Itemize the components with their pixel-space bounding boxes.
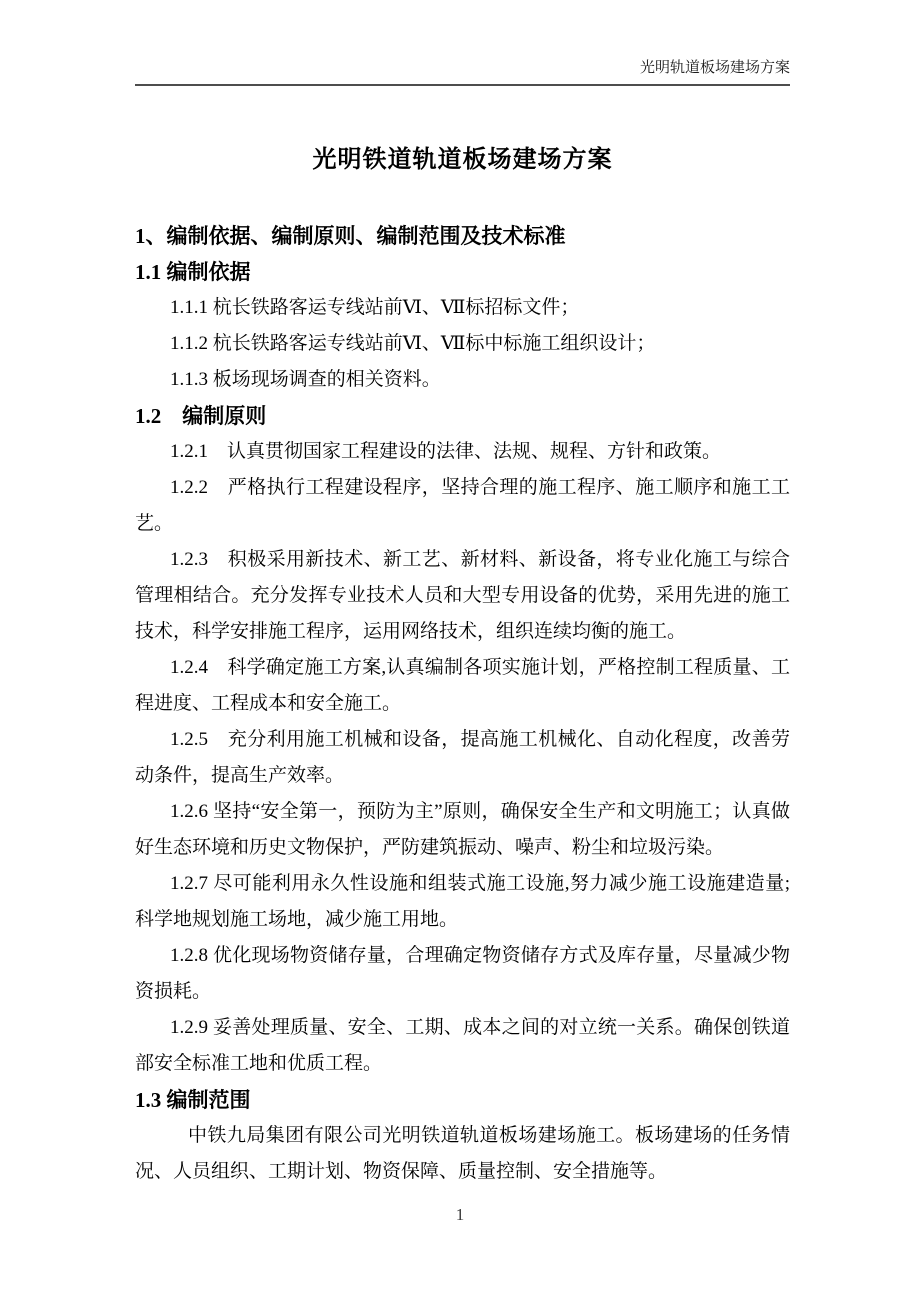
header-title-text: 光明轨道板场建场方案 <box>639 60 790 76</box>
paragraph: 1.2.8 优化现场物资储存量，合理确定物资储存方式及库存量，尽量减少物资损耗。 <box>135 945 790 1002</box>
paragraph: 1.2.5 充分利用施工机械和设备，提高施工机械化、自动化程度，改善劳动条件，提高生产效率。 <box>135 729 790 786</box>
paragraph: 1.2.3 积极采用新技术、新工艺、新材料、新设备，将专业化施工与综合管理相结合。充分发挥专业技术人员和大型专用设备的优势，采用先进的施工技术，科学安排施工程序，运用网络技术，组织连续均衡的施工。 <box>135 549 790 642</box>
paragraph: 1.1.3 板场现场调查的相关资料。 <box>170 369 441 390</box>
paragraph: 1.1.1 杭长铁路客运专线站前Ⅵ、Ⅶ标招标文件； <box>170 297 580 318</box>
page-number: 1 <box>455 1205 465 1224</box>
section-heading: 1、编制依据、编制原则、编制范围及技术标准 <box>135 224 566 248</box>
paragraph: 1.2.9 妥善处理质量、安全、工期、成本之间的对立统一关系。确保创铁道部安全标准工地和优质工程。 <box>135 1017 790 1074</box>
page-header <box>135 59 790 86</box>
subsection-heading: 1.2 编制原则 <box>135 404 267 428</box>
document-title: 光明铁道轨道板场建场方案 <box>312 147 613 173</box>
subsection-heading: 1.1 编制依据 <box>135 260 251 284</box>
paragraph: 中铁九局集团有限公司光明铁道轨道板场建场施工。板场建场的任务情况、人员组织、工期计划、物资保障、质量控制、安全措施等。 <box>135 1125 790 1182</box>
paragraph: 1.2.4 科学确定施工方案,认真编制各项实施计划，严格控制工程质量、工程进度、工程成本和安全施工。 <box>135 657 790 714</box>
paragraph: 1.2.7 尽可能利用永久性设施和组装式施工设施,努力减少施工设施建造量;科学地规划施工场地，减少施工用地。 <box>135 873 790 930</box>
document-body <box>135 218 790 1190</box>
paragraph: 1.2.6 坚持“安全第一，预防为主”原则，确保安全生产和文明施工；认真做好生态环境和历史文物保护，严防建筑振动、噪声、粉尘和垃圾污染。 <box>135 801 790 858</box>
paragraph: 1.2.2 严格执行工程建设程序，坚持合理的施工程序、施工顺序和施工工艺。 <box>135 477 790 534</box>
subsection-heading: 1.3 编制范围 <box>135 1088 251 1112</box>
paragraph: 1.1.2 杭长铁路客运专线站前Ⅵ、Ⅶ标中标施工组织设计； <box>170 333 656 354</box>
page-footer <box>0 1204 920 1226</box>
paragraph: 1.2.1 认真贯彻国家工程建设的法律、法规、规程、方针和政策。 <box>170 441 722 462</box>
